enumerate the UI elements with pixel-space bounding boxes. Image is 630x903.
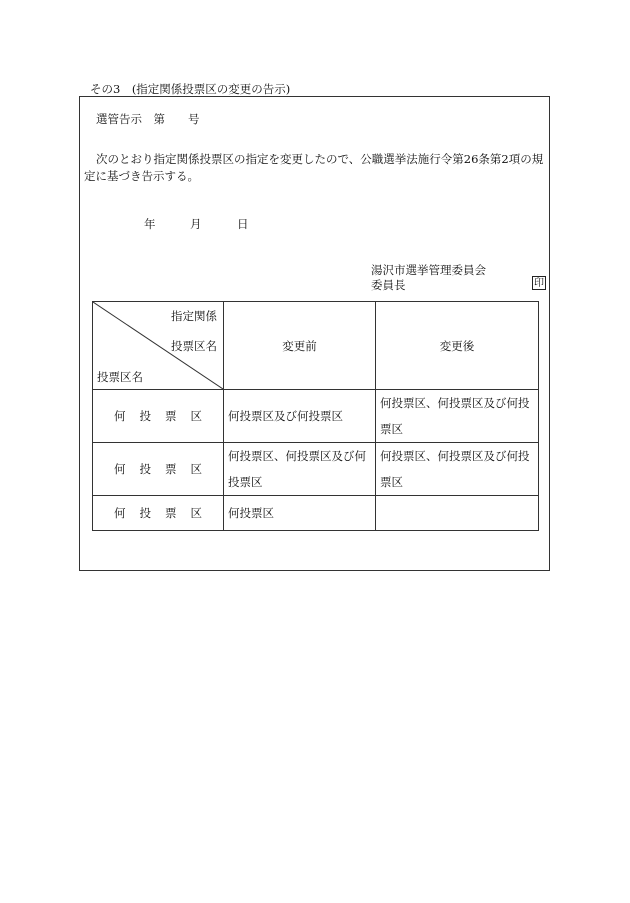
row-district-name: 何投票区 [93,496,224,531]
header-after: 変更後 [376,302,539,390]
row-before: 何投票区及び何投票区 [224,390,376,443]
date-month-label: 月 [190,217,202,231]
header-district-name-label: 投票区名 [171,339,217,353]
row-before: 何投票区 [224,496,376,531]
table-row [93,390,539,443]
date-day-label: 日 [237,217,249,231]
row-district-name: 何投票区 [93,443,224,496]
header-row-label: 投票区名 [97,370,143,384]
header-designated-label: 指定関係 [171,309,217,323]
table-row [93,443,539,496]
district-change-table [92,301,539,531]
row-district-name: 何投票区 [93,390,224,443]
document-heading: その3 (指定関係投票区の変更の告示) [90,82,291,96]
header-before: 変更前 [224,302,376,390]
notice-body-text: 次のとおり指定関係投票区の指定を変更したので、公職選挙法施行令第26条第2項の規定に基づき告示する。 [84,152,544,183]
row-after: 何投票区、何投票区及び何投票区 [376,443,539,496]
diagonal-header-cell [93,302,224,390]
issuer-title: 委員長 [371,278,406,292]
notice-number: 選管告示 第 号 [96,112,200,126]
row-before: 何投票区、何投票区及び何投票区 [224,443,376,496]
table-header-row [93,302,539,390]
seal-stamp: 印 [534,278,544,289]
row-after [376,496,539,531]
date-year-label: 年 [144,217,156,231]
table-row [93,496,539,531]
issuer-organization: 湯沢市選挙管理委員会 [371,263,486,277]
row-after: 何投票区、何投票区及び何投票区 [376,390,539,443]
